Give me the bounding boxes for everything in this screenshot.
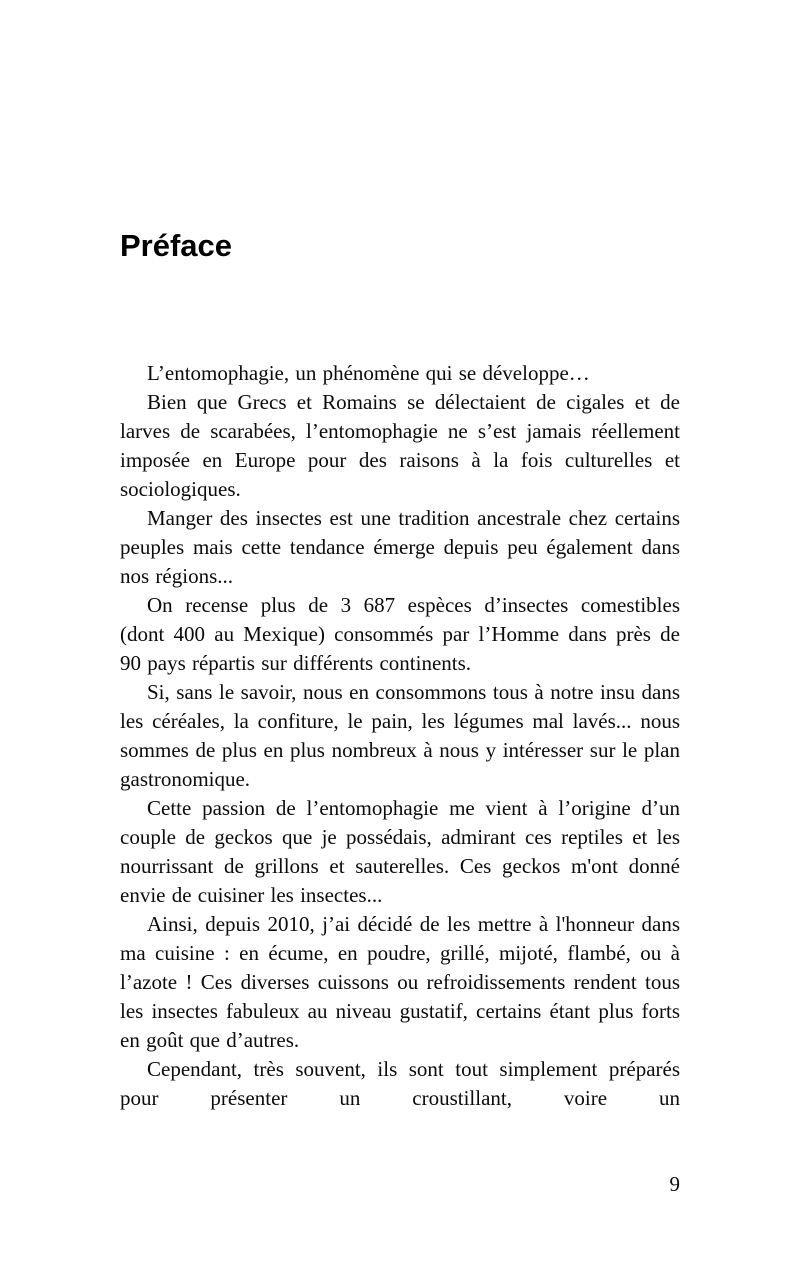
paragraph: Cependant, très souvent, ils sont tout simplement préparés pour présenter un croustillant, voire un: [120, 1057, 680, 1110]
page-number: 9: [669, 1172, 680, 1196]
paragraph: Ainsi, depuis 2010, j’ai décidé de les mettre à l'honneur dans ma cuisine : en écume, en poudre, grillé, mijoté, flambé, ou à l’azote ! Ces diverses cuissons ou refroidissements rendent tous les insectes fabuleux au niveau gustatif, certains étant plus forts en goût que d’autres.: [120, 912, 680, 1052]
paragraph: L’entomophagie, un phénomène qui se développe…: [147, 361, 590, 385]
paragraph: Cette passion de l’entomophagie me vient à l’origine d’un couple de geckos que je possédais, admirant ces reptiles et les nourrissant de grillons et sauterelles. Ces geckos m'ont donné envie de cuisiner les insectes...: [120, 796, 680, 907]
paragraph: On recense plus de 3 687 espèces d’insectes comestibles (dont 400 au Mexique) consommés par l’Homme dans près de 90 pays répartis sur différents continents.: [120, 593, 680, 675]
paragraph: Bien que Grecs et Romains se délectaient de cigales et de larves de scarabées, l’entomophagie ne s’est jamais réellement imposée en Europe pour des raisons à la fois culturelles et sociologiques.: [120, 390, 680, 501]
paragraph: Manger des insectes est une tradition ancestrale chez certains peuples mais cette tendance émerge depuis peu également dans nos régions...: [120, 506, 680, 588]
preface-heading: Préface: [120, 228, 233, 263]
paragraph: Si, sans le savoir, nous en consommons tous à notre insu dans les céréales, la confiture, le pain, les légumes mal lavés... nous sommes de plus en plus nombreux à nous y intéresser sur le plan gastronomique.: [120, 680, 680, 791]
body-text: [120, 359, 680, 1113]
